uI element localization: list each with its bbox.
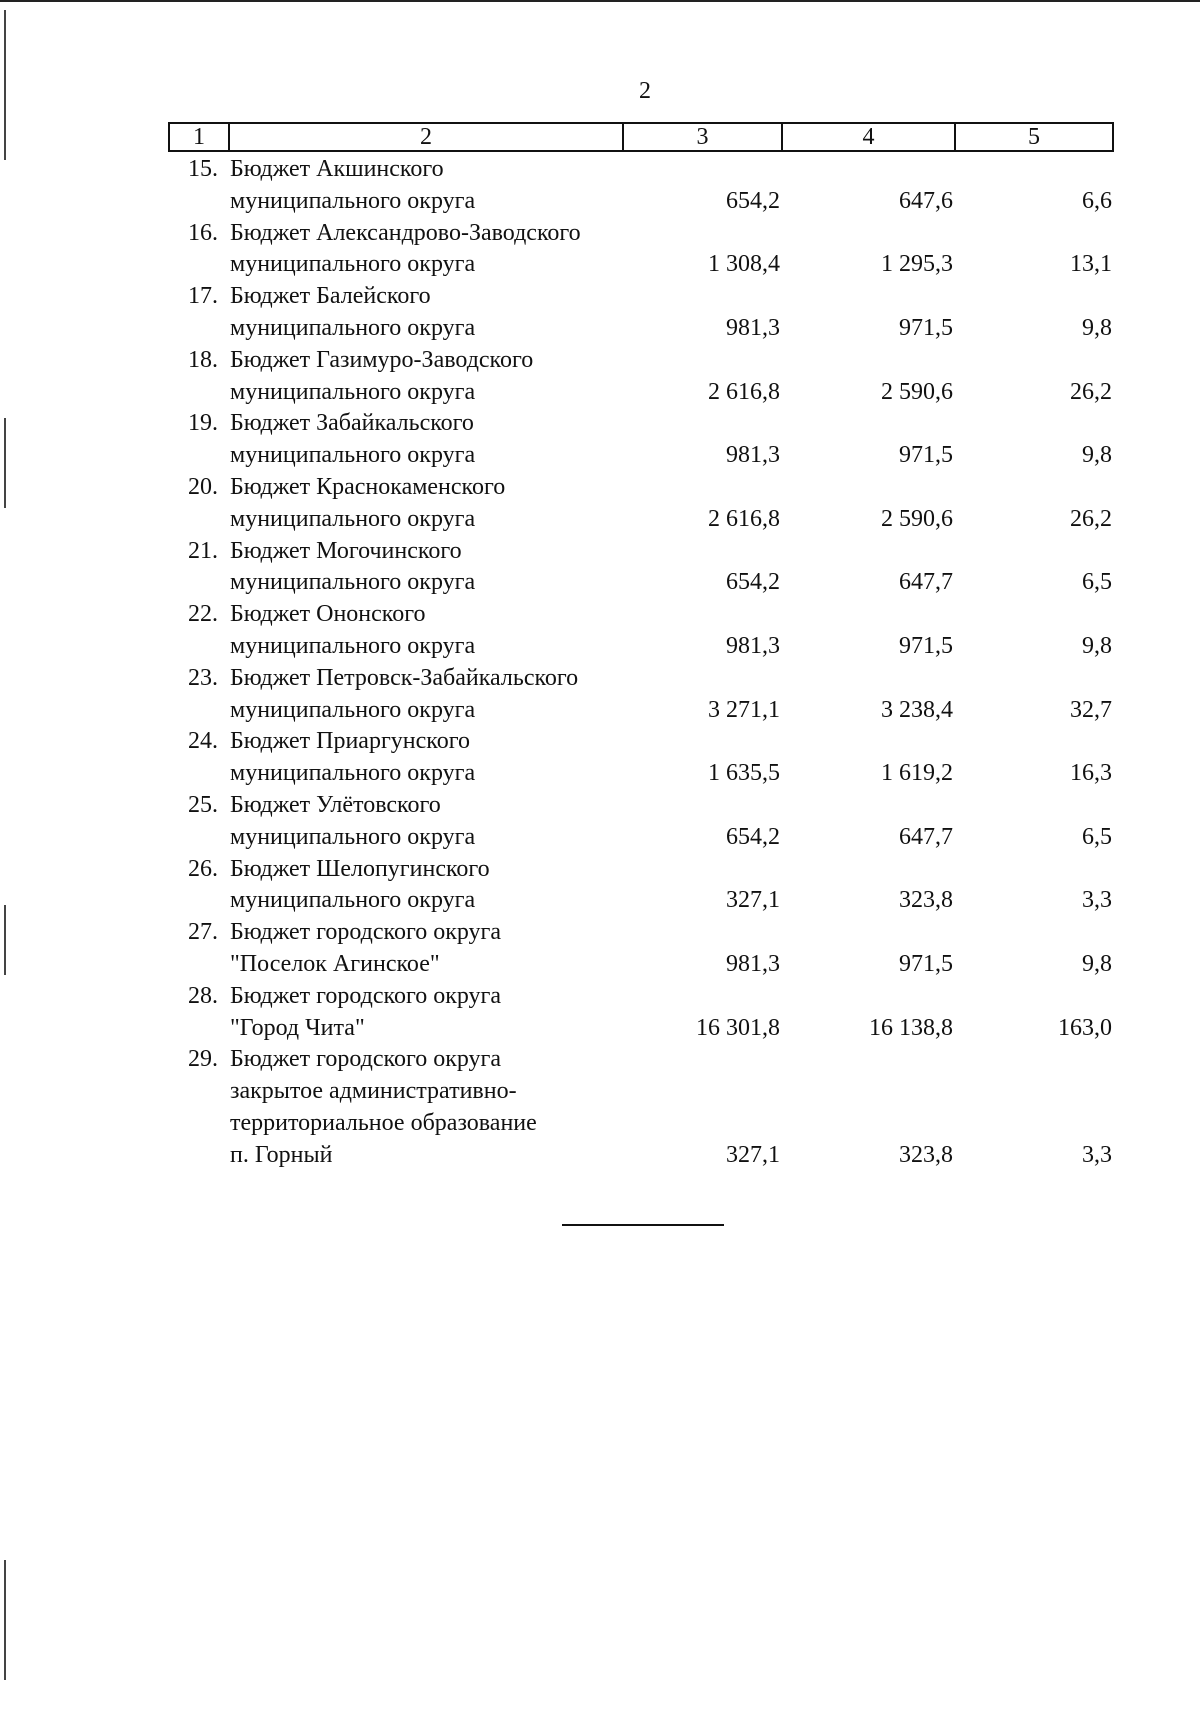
header-col-4: 4 [783, 124, 956, 150]
row-name-line: Бюджет Улётовского [230, 791, 441, 818]
row-name [230, 981, 501, 1045]
row-name-line: Бюджет городского округа [230, 919, 502, 946]
row-name-line: Бюджет Акшинского [230, 156, 444, 182]
row-name [230, 854, 490, 918]
value-c3: 654,2 [726, 823, 780, 850]
row-name-line: Бюджет городского округа [230, 982, 502, 1009]
row-name [230, 1044, 537, 1171]
row-name [230, 726, 475, 790]
value-c5: 26,2 [1070, 378, 1112, 405]
row-number: 19. [188, 410, 218, 437]
table-row [0, 536, 1200, 600]
value-c3: 981,3 [726, 314, 780, 341]
row-name-line: Бюджет Балейского [230, 283, 431, 310]
row-name-line: Бюджет Петровск-Забайкальского [230, 664, 579, 691]
table-row [0, 345, 1200, 409]
row-name-line: Бюджет Ононского [230, 601, 426, 628]
value-c4: 1 295,3 [881, 251, 953, 278]
row-number: 15. [188, 156, 218, 182]
row-name-line: Бюджет Краснокаменского [230, 473, 506, 500]
header-col-5: 5 [1028, 124, 1040, 150]
row-name-line: муниципального округа [230, 823, 476, 850]
value-c4: 971,5 [899, 314, 953, 341]
row-name-line: муниципального округа [230, 505, 476, 532]
table-row [0, 726, 1200, 790]
row-name [230, 663, 578, 727]
budget-table-body [0, 154, 1200, 1172]
row-name-line: муниципального округа [230, 251, 476, 278]
row-number: 27. [188, 919, 218, 946]
value-c4: 3 238,4 [881, 696, 953, 723]
row-name-line: муниципального округа [230, 378, 476, 405]
row-number: 18. [188, 346, 218, 373]
row-name-line: муниципального округа [230, 569, 476, 596]
table-row [0, 854, 1200, 918]
value-c4: 647,7 [899, 569, 953, 596]
row-number: 28. [188, 982, 218, 1009]
table-row [0, 472, 1200, 536]
row-name [230, 536, 475, 600]
value-c3: 3 271,1 [708, 696, 780, 723]
row-name [230, 408, 475, 472]
row-name-line: муниципального округа [230, 696, 476, 723]
row-name-line: Бюджет Газимуро-Заводского [230, 346, 534, 373]
value-c3: 327,1 [726, 1141, 780, 1168]
page-number: 2 [639, 78, 651, 104]
row-number: 21. [188, 537, 218, 564]
value-c5: 6,6 [1082, 187, 1112, 214]
scan-edge-line [0, 0, 1200, 2]
row-name-line: Бюджет Приаргунского [230, 728, 470, 755]
value-c5: 9,8 [1082, 950, 1112, 977]
row-name [230, 345, 533, 409]
value-c3: 327,1 [726, 887, 780, 914]
header-col-1: 1 [170, 124, 230, 150]
row-number: 24. [188, 728, 218, 755]
value-c3: 2 616,8 [708, 505, 780, 532]
row-number: 23. [188, 664, 218, 691]
value-c5: 13,1 [1070, 251, 1112, 278]
row-name-line: Бюджет Александрово-Заводского [230, 219, 581, 246]
value-c4: 2 590,6 [881, 378, 953, 405]
row-name-line: муниципального округа [230, 632, 476, 659]
value-c4: 323,8 [899, 1141, 953, 1168]
row-name [230, 154, 475, 218]
row-number: 16. [188, 219, 218, 246]
value-c3: 981,3 [726, 632, 780, 659]
row-name-line: "Поселок Агинское" [230, 950, 440, 977]
row-name-line: Бюджет Шелопугинского [230, 855, 490, 882]
row-name-line: муниципального округа [230, 314, 476, 341]
table-row [0, 281, 1200, 345]
value-c4: 971,5 [899, 950, 953, 977]
row-name-line: муниципального округа [230, 760, 476, 787]
value-c3: 16 301,8 [696, 1014, 780, 1041]
value-c3: 1 308,4 [708, 251, 780, 278]
row-number: 26. [188, 855, 218, 882]
row-number: 22. [188, 601, 218, 628]
row-number: 25. [188, 791, 218, 818]
header-col-2: 2 [230, 124, 624, 150]
row-name [230, 790, 475, 854]
table-row [0, 917, 1200, 981]
value-c5: 9,8 [1082, 632, 1112, 659]
scan-margin-mark [4, 10, 6, 160]
value-c4: 971,5 [899, 442, 953, 469]
row-name-line: закрытое административно- [230, 1078, 517, 1105]
row-name [230, 599, 475, 663]
row-name-line: Бюджет Могочинского [230, 537, 462, 564]
value-c5: 26,2 [1070, 505, 1112, 532]
table-header [168, 122, 1114, 152]
value-c5: 163,0 [1058, 1014, 1112, 1041]
value-c3: 981,3 [726, 442, 780, 469]
value-c4: 647,7 [899, 823, 953, 850]
value-c5: 6,5 [1082, 823, 1112, 850]
value-c4: 971,5 [899, 632, 953, 659]
row-number: 20. [188, 473, 218, 500]
value-c4: 16 138,8 [869, 1014, 953, 1041]
value-c5: 6,5 [1082, 569, 1112, 596]
value-c5: 32,7 [1070, 696, 1112, 723]
table-row [0, 154, 1200, 218]
row-name-line: муниципального округа [230, 187, 476, 214]
row-name-line: муниципального округа [230, 887, 476, 914]
table-row [0, 408, 1200, 472]
row-number: 17. [188, 283, 218, 310]
table-row [0, 663, 1200, 727]
value-c5: 3,3 [1082, 1141, 1112, 1168]
table-row [0, 218, 1200, 282]
table-row [0, 599, 1200, 663]
value-c4: 323,8 [899, 887, 953, 914]
row-name [230, 281, 475, 345]
table-row [0, 790, 1200, 854]
table-row [0, 981, 1200, 1045]
end-rule [562, 1224, 724, 1226]
value-c5: 9,8 [1082, 314, 1112, 341]
value-c3: 2 616,8 [708, 378, 780, 405]
row-number: 29. [188, 1046, 218, 1073]
row-name-line: муниципального округа [230, 442, 476, 469]
row-name-line: Бюджет городского округа [230, 1046, 502, 1073]
scan-margin-mark [4, 1560, 6, 1680]
row-name-line: "Город Чита" [230, 1014, 365, 1041]
value-c4: 2 590,6 [881, 505, 953, 532]
value-c3: 981,3 [726, 950, 780, 977]
value-c4: 647,6 [899, 187, 953, 214]
value-c5: 16,3 [1070, 760, 1112, 787]
row-name [230, 472, 505, 536]
row-name [230, 218, 581, 282]
value-c5: 3,3 [1082, 887, 1112, 914]
value-c5: 9,8 [1082, 442, 1112, 469]
value-c4: 1 619,2 [881, 760, 953, 787]
header-col-3: 3 [624, 124, 783, 150]
row-name-line: Бюджет Забайкальского [230, 410, 474, 437]
value-c3: 1 635,5 [708, 760, 780, 787]
row-name [230, 917, 501, 981]
value-c3: 654,2 [726, 187, 780, 214]
value-c3: 654,2 [726, 569, 780, 596]
row-name-line: п. Горный [230, 1141, 333, 1168]
row-name-line: территориальное образование [230, 1109, 537, 1136]
table-row [0, 1044, 1200, 1171]
